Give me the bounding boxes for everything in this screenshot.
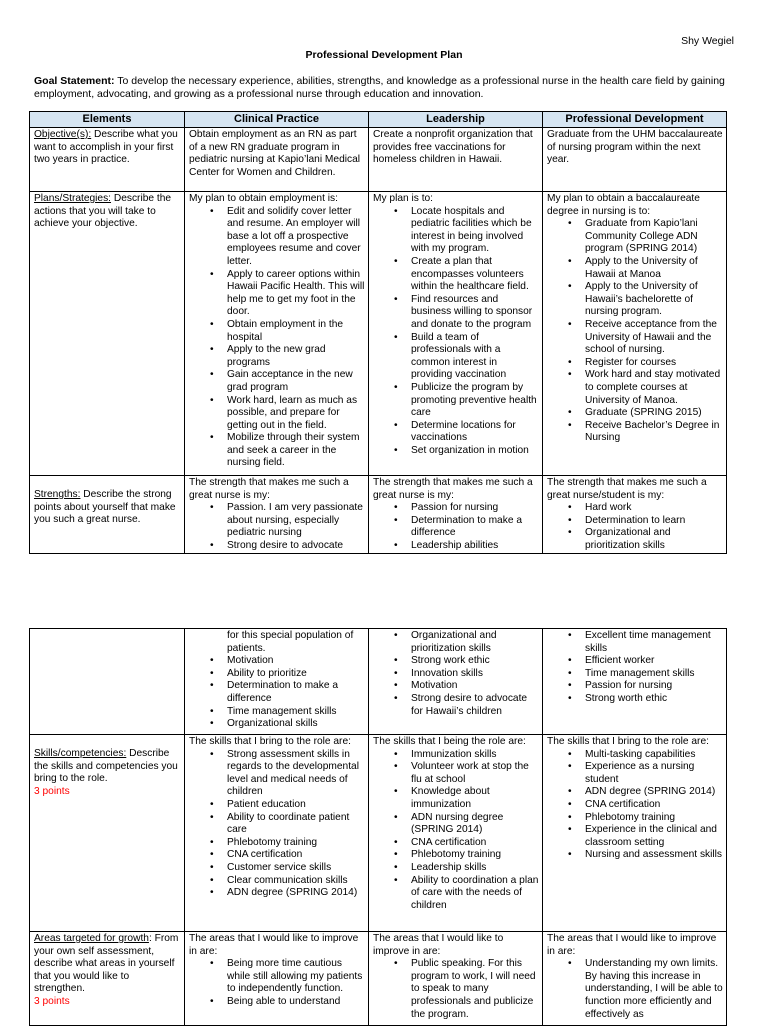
list-item: • ADN degree (SPRING 2014) <box>227 887 365 900</box>
row-description: Describe the skills and competencies you bring to the role. <box>34 748 178 785</box>
leadership-cell-areas <box>369 932 543 1026</box>
list-item: • Organizational skills <box>227 718 365 731</box>
bullet-list <box>189 958 365 1008</box>
list-item: • Customer service skills <box>227 862 365 875</box>
list-item: • ADN nursing degree (SPRING 2014) <box>411 812 539 837</box>
list-item: • Locate hospitals and pediatric facilities which be interest in being involved with my program. <box>411 206 539 256</box>
list-item: • Determination to make a difference <box>227 680 365 705</box>
list-item-continued: for this special population of patients. <box>227 630 354 654</box>
table-row-strengths-continued <box>30 629 727 735</box>
list-item: • Receive acceptance from the University of Hawaii and the school of nursing. <box>585 319 723 357</box>
bullet-list <box>189 630 365 731</box>
list-item: • Passion for nursing <box>585 680 723 693</box>
table-row-areas <box>30 932 727 1026</box>
list-item: • Mobilize through their system and seek a career in the nursing field. <box>227 432 365 470</box>
bullet-list <box>373 958 539 1021</box>
goal-text: To develop the necessary experience, abilities, strengths, and knowledge as a professional nurse in the health care field by gaining employment, advocating, and growing as a professional nurse through education and innovation. <box>34 75 725 100</box>
table-row-objective <box>30 128 727 192</box>
list-item: • Innovation skills <box>411 668 539 681</box>
cell-intro: The strength that makes me such a great nurse is my: <box>373 477 533 501</box>
author-name: Shy Wegiel <box>681 35 734 47</box>
document-page-2 <box>0 628 768 1024</box>
leadership-cell-skills <box>369 735 543 932</box>
bullet-list <box>547 958 723 1021</box>
list-item: • Ability to coordinate patient care <box>227 812 365 837</box>
list-item: • Leadership skills <box>411 862 539 875</box>
column-header-profdev: Professional Development <box>543 112 727 128</box>
leadership-cell-strengths-continued <box>369 629 543 735</box>
clinical-cell-areas <box>185 932 369 1026</box>
list-item: • Graduate from Kapio’lani Community College ADN program (SPRING 2014) <box>585 218 723 256</box>
bullet-list <box>189 502 365 552</box>
list-item: • Hard work <box>585 502 723 515</box>
list-item: • Organizational and prioritization skills <box>411 630 539 655</box>
development-plan-table-continued <box>29 628 727 1026</box>
list-item: • Motivation <box>411 680 539 693</box>
list-item: • Passion. I am very passionate about nursing, especially pediatric nursing <box>227 502 365 540</box>
list-item: • Apply to the University of Hawaii’s bachelorette of nursing program. <box>585 281 723 319</box>
profdev-cell-skills <box>543 735 727 932</box>
list-item: • Immunization skills <box>411 749 539 762</box>
cell-intro: The strength that makes me such a great nurse is my: <box>189 477 349 501</box>
row-label: Strengths: <box>34 489 81 500</box>
row-label: Plans/Strategies: <box>34 193 112 204</box>
list-item: • Patient education <box>227 799 365 812</box>
list-item: • Ability to coordination a plan of care with the needs of children <box>411 875 539 913</box>
list-item: • Efficient worker <box>585 655 723 668</box>
list-item: • Experience in the clinical and classroom setting <box>585 824 723 849</box>
list-item: • Knowledge about immunization <box>411 786 539 811</box>
profdev-cell-plans <box>543 192 727 476</box>
bullet-list <box>373 749 539 913</box>
leadership-cell-strengths <box>369 476 543 554</box>
row-label: Areas targeted for growth <box>34 933 149 944</box>
list-item: • Leadership abilities <box>411 540 539 553</box>
development-plan-table <box>29 111 727 554</box>
list-item: • Volunteer work at stop the flu at school <box>411 761 539 786</box>
list-item: • Organizational and prioritization skills <box>585 527 723 552</box>
table-header-row <box>30 112 727 128</box>
column-header-clinical: Clinical Practice <box>185 112 369 128</box>
list-item: • Strong desire to advocate <box>227 540 365 553</box>
goal-label: Goal Statement: <box>34 75 115 87</box>
list-item: • Apply to the University of Hawaii at Manoa <box>585 256 723 281</box>
list-item: • Strong worth ethic <box>585 693 723 706</box>
list-item: • Publicize the program by promoting preventive health care <box>411 382 539 420</box>
list-item: • Work hard, learn as much as possible, and prepare for getting out in the field. <box>227 395 365 433</box>
bullet-list <box>373 630 539 718</box>
column-header-leadership: Leadership <box>369 112 543 128</box>
cell-intro: My plan to obtain a baccalaureate degree in nursing is to: <box>547 193 700 217</box>
row-description: : From your own self assessment, describe what areas in yourself that you would like to strengthen. <box>34 933 179 995</box>
points-label: 3 points <box>34 785 70 797</box>
list-item: • Ability to prioritize <box>227 668 365 681</box>
list-item: • Experience as a nursing student <box>585 761 723 786</box>
profdev-cell-objective: Graduate from the UHM baccalaureate of nursing program within the next year. <box>543 128 727 192</box>
list-item: • Create a plan that encompasses volunteers within the healthcare field. <box>411 256 539 294</box>
list-item: • Nursing and assessment skills <box>585 849 723 862</box>
row-label: Objective(s): <box>34 129 92 140</box>
list-item: • Clear communication skills <box>227 875 365 888</box>
list-item: • Determination to make a difference <box>411 515 539 540</box>
clinical-cell-skills <box>185 735 369 932</box>
cell-intro: The strength that makes me such a great nurse/student is my: <box>547 477 707 501</box>
list-item: • Phlebotomy training <box>585 812 723 825</box>
clinical-cell-objective: Obtain employment as an RN as part of a new RN graduate program in pediatric nursing at Kapio’lani Medical Center for Women and Children. <box>185 128 369 192</box>
profdev-cell-strengths <box>543 476 727 554</box>
list-item: • CNA certification <box>585 799 723 812</box>
list-item: • Public speaking. For this program to work, I will need to speak to many professionals and publicize the program. <box>411 958 539 1021</box>
cell-intro: The skills that I being the role are: <box>373 736 526 747</box>
list-item: • Work hard and stay motivated to complete courses at University of Manoa. <box>585 369 723 407</box>
element-cell-strengths <box>30 476 185 554</box>
cell-intro: My plan to obtain employment is: <box>189 193 338 204</box>
cell-intro: The skills that I bring to the role are: <box>189 736 351 747</box>
bullet-list <box>547 630 723 706</box>
clinical-cell-strengths <box>185 476 369 554</box>
element-cell-areas <box>30 932 185 1026</box>
list-item: • Register for courses <box>585 357 723 370</box>
list-item: • ADN degree (SPRING 2014) <box>585 786 723 799</box>
list-item: • Apply to the new grad programs <box>227 344 365 369</box>
list-item: • Determination to learn <box>585 515 723 528</box>
list-item: • Time management skills <box>227 706 365 719</box>
document-title: Professional Development Plan <box>305 49 463 61</box>
list-item: • Phlebotomy training <box>411 849 539 862</box>
list-item: • Understanding my own limits. By having this increase in understanding, I will be able to function more efficiently and effectively as <box>585 958 723 1021</box>
cell-intro: The skills that I bring to the role are: <box>547 736 709 747</box>
list-item: • Build a team of professionals with a common interest in providing vaccination <box>411 332 539 382</box>
leadership-cell-objective: Create a nonprofit organization that provides free vaccinations for homeless children in Hawaii. <box>369 128 543 192</box>
profdev-cell-areas <box>543 932 727 1026</box>
bullet-list <box>547 502 723 552</box>
list-item: • Phlebotomy training <box>227 837 365 850</box>
points-label: 3 points <box>34 995 70 1007</box>
table-row-plans <box>30 192 727 476</box>
bullet-list <box>373 502 539 552</box>
list-item: • Multi-tasking capabilities <box>585 749 723 762</box>
goal-statement <box>34 75 734 100</box>
cell-intro: The areas that I would like to improve in are: <box>189 933 359 957</box>
list-item: • Determine locations for vaccinations <box>411 420 539 445</box>
column-header-elements: Elements <box>30 112 185 128</box>
table-row-skills <box>30 735 727 932</box>
leadership-cell-plans <box>369 192 543 476</box>
list-item: • CNA certification <box>227 849 365 862</box>
list-item: • Strong desire to advocate for Hawaii’s children <box>411 693 539 718</box>
bullet-list <box>547 218 723 445</box>
list-item: • Being able to understand <box>227 996 365 1009</box>
clinical-cell-strengths-continued <box>185 629 369 735</box>
row-description: Describe the strong points about yourself that make you such a great nurse. <box>34 489 176 526</box>
bullet-list <box>189 749 365 900</box>
element-cell-objective <box>30 128 185 192</box>
table-row-strengths <box>30 476 727 554</box>
list-item: • Receive Bachelor’s Degree in Nursing <box>585 420 723 445</box>
element-cell-skills <box>30 735 185 932</box>
row-description: Describe the actions that you will take to achieve your objective. <box>34 193 172 230</box>
row-label: Skills/competencies: <box>34 748 127 759</box>
bullet-list <box>373 206 539 458</box>
row-description: Describe what you want to accomplish in your first two years in practice. <box>34 129 178 166</box>
list-item: • Apply to career options within Hawaii Pacific Health. This will help me to get my foot in the door. <box>227 269 365 319</box>
page-break <box>0 590 768 628</box>
bullet-list <box>189 206 365 470</box>
list-item: • Excellent time management skills <box>585 630 723 655</box>
list-item: • CNA certification <box>411 837 539 850</box>
list-item: • Edit and solidify cover letter and resume. An employer will base a lot off a prospective employees resume and cover letter. <box>227 206 365 269</box>
list-item: • Passion for nursing <box>411 502 539 515</box>
element-cell-strengths-continued <box>30 629 185 735</box>
list-item: • Graduate (SPRING 2015) <box>585 407 723 420</box>
list-item: • Being more time cautious while still allowing my patients to independently function. <box>227 958 365 996</box>
cell-intro: My plan is to: <box>373 193 434 204</box>
list-item: • Gain acceptance in the new grad program <box>227 369 365 394</box>
list-item: • Time management skills <box>585 668 723 681</box>
cell-intro: The areas that I would like to improve in are: <box>373 933 504 957</box>
list-item: • Find resources and business willing to sponsor and donate to the program <box>411 294 539 332</box>
list-item: • Strong work ethic <box>411 655 539 668</box>
profdev-cell-strengths-continued <box>543 629 727 735</box>
list-item: • Set organization in motion <box>411 445 539 458</box>
element-cell-plans <box>30 192 185 476</box>
cell-intro: The areas that I would like to improve in are: <box>547 933 717 957</box>
bullet-list <box>547 749 723 862</box>
list-item: • Strong assessment skills in regards to the developmental level and medical needs of children <box>227 749 365 799</box>
list-item: • Motivation <box>227 655 365 668</box>
clinical-cell-plans <box>185 192 369 476</box>
list-item: • Obtain employment in the hospital <box>227 319 365 344</box>
